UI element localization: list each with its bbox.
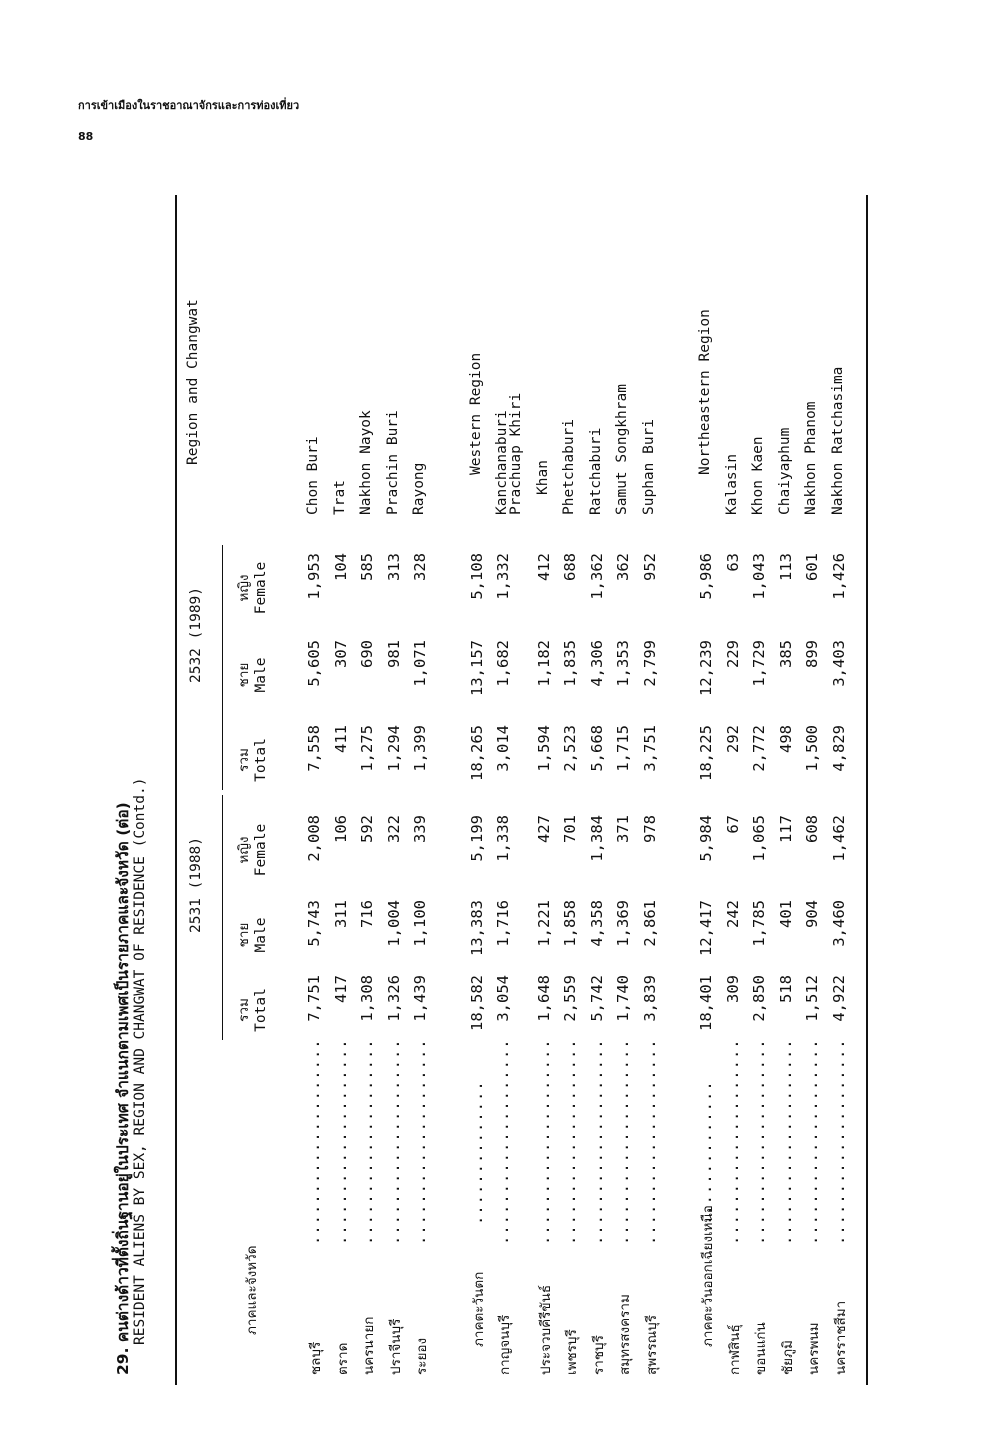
table-cell: 1,308 (358, 975, 376, 1022)
col-head-thai: ชาย (236, 922, 252, 948)
leader-dots: .................... (614, 1038, 632, 1245)
table-cell: 952 (640, 553, 659, 581)
table-cell: 3,751 (640, 725, 659, 772)
table-cell: 12,417 (697, 900, 715, 956)
table-cell: 1,682 (494, 640, 512, 687)
year-rule-1989 (222, 545, 223, 790)
row-label-thai: ภาคตะวันออกเฉียงเหนือ (700, 1205, 716, 1347)
table-cell: 427 (534, 815, 553, 843)
table-cell: 498 (776, 725, 795, 753)
table-cell: 339 (411, 815, 429, 843)
col-head-thai: หญิง (236, 836, 252, 864)
leader-dots: .................... (494, 1038, 512, 1245)
table-cell: 978 (640, 815, 659, 843)
table-cell: 1,338 (494, 815, 512, 862)
leader-dots: .............. (467, 1080, 486, 1225)
row-label-thai: ตราด (334, 1342, 351, 1375)
table-cell: 13,383 (467, 900, 486, 956)
row-label-thai: เพชรบุรี (564, 1329, 580, 1375)
row-label-eng: Nakhon Nayok (358, 410, 374, 515)
table-cell: 3,460 (829, 900, 848, 947)
row-label-thai: ประจวบคีรีขันธ์ (537, 1284, 554, 1375)
leader-dots: .................... (723, 1038, 742, 1245)
table-cell: 585 (358, 553, 376, 581)
table-cell: 690 (358, 640, 376, 668)
table-cell: 4,922 (829, 975, 848, 1022)
table-cell: 3,054 (494, 975, 512, 1022)
bottom-rule (866, 195, 868, 1385)
running-head: การเข้าเมืองในราชอาณาจักรและการท่องเที่ยว (78, 99, 300, 112)
table-cell: 1,353 (614, 640, 632, 687)
table-cell: 307 (331, 640, 350, 668)
table-cell: 1,512 (803, 975, 821, 1022)
table-cell: 5,986 (697, 553, 715, 600)
table-cell: 1,785 (750, 900, 768, 947)
table-cell: 1,835 (561, 640, 579, 687)
table-cell: 1,369 (614, 900, 632, 947)
table-cell: 113 (776, 553, 795, 581)
row-label-thai: นครราชสีมา (832, 1300, 849, 1375)
col-head-thai: ชาย (236, 662, 252, 688)
leader-dots: .................... (803, 1038, 821, 1245)
row-label-eng: Northeastern Region (697, 309, 713, 475)
table-cell: 7,558 (305, 725, 323, 772)
col-head-eng: Total (253, 738, 269, 782)
table-cell: 1,858 (561, 900, 579, 947)
table-cell: 701 (561, 815, 579, 843)
table-cell: 904 (803, 900, 821, 928)
row-label-thai: กาญจนบุรี (497, 1314, 513, 1375)
table-title-thai-text: คนต่างด้าวที่ตั้งถิ่นฐานอยู่ในประเทศ จำแนกตามเพศเป็นรายภาคและจังหวัด (ต่อ) (114, 802, 132, 1343)
table-cell: 688 (561, 553, 579, 581)
table-cell: 1,043 (750, 553, 768, 600)
col-head-eng: Male (253, 657, 269, 693)
row-label-eng: Nakhon Ratchasima (829, 366, 846, 515)
table-cell: 5,742 (587, 975, 606, 1022)
col-head-eng: Male (253, 917, 269, 953)
stub-head-eng: Region and Changwat (185, 299, 201, 465)
table-cell: 1,953 (305, 553, 323, 600)
table-cell: 7,751 (305, 975, 323, 1022)
table-cell: 2,772 (750, 725, 768, 772)
table-cell: 1,729 (750, 640, 768, 687)
rotated-table (110, 195, 870, 1375)
table-cell: 292 (723, 725, 742, 753)
row-label-thai: ขอนแก่น (753, 1322, 769, 1375)
col-head-thai: หญิง (236, 574, 252, 602)
table-cell: 18,225 (697, 725, 715, 781)
table-cell: 322 (384, 815, 403, 843)
table-cell: 417 (331, 975, 350, 1003)
table-cell: 328 (411, 553, 429, 581)
row-label-thai: ชัยภูมิ (779, 1340, 796, 1375)
row-label-thai: นครพนม (806, 1322, 822, 1375)
table-cell: 2,523 (561, 725, 579, 772)
table-cell: 309 (723, 975, 742, 1003)
table-cell: 1,500 (803, 725, 821, 772)
table-cell: 18,582 (467, 975, 486, 1031)
table-cell: 592 (358, 815, 376, 843)
table-cell: 1,740 (614, 975, 632, 1022)
col-head-eng: Female (253, 561, 269, 615)
table-cell: 1,294 (384, 725, 403, 772)
row-label-eng: Chon Buri (305, 436, 321, 515)
leader-dots: .................... (384, 1038, 403, 1245)
table-cell: 117 (776, 815, 795, 843)
row-label-eng: Western Region (467, 352, 484, 475)
col-head-thai: รวม (236, 998, 252, 1022)
stub-head-thai: ภาคและจังหวัด (244, 1245, 260, 1335)
table-cell: 1,426 (829, 553, 848, 600)
row-label-eng: Prachuap Khiri (508, 392, 524, 515)
table-cell: 1,100 (411, 900, 429, 947)
leader-dots: .................... (534, 1038, 553, 1245)
table-cell: 2,559 (561, 975, 579, 1022)
row-label-thai: ระยอง (414, 1337, 430, 1375)
table-title-eng: RESIDENT ALIENS BY SEX, REGION AND CHANGWAT OF RESIDENCE (Contd.) (132, 777, 148, 1345)
table-cell: 106 (331, 815, 350, 843)
row-label-eng: Suphan Buri (640, 418, 657, 515)
table-number: 29. (114, 1347, 132, 1375)
table-cell: 371 (614, 815, 632, 843)
table-cell: 2,799 (640, 640, 659, 687)
row-label-thai: นครนายก (361, 1316, 377, 1375)
table-cell: 3,403 (829, 640, 848, 687)
table-cell: 1,275 (358, 725, 376, 772)
row-label-thai: ปราจีนบุรี (387, 1318, 404, 1375)
year-heading-1988: 2531 (1988) (188, 836, 204, 934)
table-cell: 5,108 (467, 553, 486, 600)
table-cell: 313 (384, 553, 403, 581)
table-cell: 1,648 (534, 975, 553, 1022)
row-label-eng: Ratchaburi (587, 427, 604, 515)
row-label-thai: ภาคตะวันตก (470, 1271, 487, 1347)
table-cell: 18,401 (697, 975, 715, 1031)
row-label-eng: Nakhon Phanom (803, 401, 819, 515)
leader-dots: .............. (697, 1080, 715, 1225)
row-label-thai: สุพรรณบุรี (643, 1315, 660, 1375)
leader-dots: .................... (750, 1038, 768, 1245)
year-rule-1988 (222, 795, 223, 1040)
table-cell: 5,199 (467, 815, 486, 862)
page-number: 88 (78, 130, 94, 143)
table-cell: 1,439 (411, 975, 429, 1022)
table-cell: 385 (776, 640, 795, 668)
table-cell: 67 (723, 815, 742, 834)
table-cell: 311 (331, 900, 350, 928)
row-label-eng: Kanchanaburi (494, 410, 510, 515)
table-cell: 1,384 (587, 815, 606, 862)
row-label-eng: Prachin Buri (384, 410, 401, 515)
table-cell: 1,462 (829, 815, 848, 862)
col-head-eng: Female (253, 823, 269, 877)
row-label-thai: กาฬสินธุ์ (726, 1324, 743, 1375)
table-cell: 242 (723, 900, 742, 928)
table-cell: 1,221 (534, 900, 553, 947)
row-label-eng: Phetchaburi (561, 418, 577, 515)
row-label-eng: Chaiyaphum (776, 427, 793, 515)
leader-dots: .................... (305, 1038, 323, 1245)
table-cell: 18,265 (467, 725, 486, 781)
row-label-eng: Khan (534, 460, 551, 495)
row-label-thai: ราชบุรี (590, 1335, 607, 1375)
table-cell: 5,605 (305, 640, 323, 687)
table-cell: 411 (331, 725, 350, 753)
top-rule (175, 195, 177, 1385)
table-cell: 4,358 (587, 900, 606, 947)
table-cell: 63 (723, 553, 742, 572)
table-cell: 608 (803, 815, 821, 843)
row-label-thai: สมุทรสงคราม (617, 1294, 633, 1375)
table-cell: 1,332 (494, 553, 512, 600)
col-head-eng: Total (253, 988, 269, 1032)
table-cell: 4,306 (587, 640, 606, 687)
table-cell: 104 (331, 553, 350, 581)
table-cell: 229 (723, 640, 742, 668)
leader-dots: .................... (640, 1038, 659, 1245)
table-cell: 1,594 (534, 725, 553, 772)
table-cell: 1,071 (411, 640, 429, 687)
row-label-eng: Khon Kaen (750, 436, 766, 515)
table-cell: 1,715 (614, 725, 632, 772)
leader-dots: .................... (358, 1038, 376, 1245)
table-cell: 1,716 (494, 900, 512, 947)
row-label-thai: ชลบุรี (308, 1341, 324, 1375)
table-cell: 2,850 (750, 975, 768, 1022)
table-cell: 12,239 (697, 640, 715, 696)
table-cell: 1,362 (587, 553, 606, 600)
table-cell: 518 (776, 975, 795, 1003)
row-label-eng: Trat (331, 480, 348, 515)
table-cell: 5,743 (305, 900, 323, 947)
table-cell: 1,004 (384, 900, 403, 947)
table-cell: 1,182 (534, 640, 553, 687)
table-cell: 5,668 (587, 725, 606, 772)
table-cell: 5,984 (697, 815, 715, 862)
table-cell: 899 (803, 640, 821, 668)
table-cell: 1,065 (750, 815, 768, 862)
table-cell: 2,861 (640, 900, 659, 947)
col-head-thai: รวม (236, 748, 252, 772)
row-label-eng: Kalasin (723, 453, 740, 515)
table-cell: 3,014 (494, 725, 512, 772)
table-cell: 401 (776, 900, 795, 928)
row-label-eng: Rayong (411, 462, 427, 515)
leader-dots: .................... (331, 1038, 350, 1245)
table-cell: 981 (384, 640, 403, 668)
table-cell: 13,157 (467, 640, 486, 696)
table-cell: 1,326 (384, 975, 403, 1022)
table-cell: 362 (614, 553, 632, 581)
table-cell: 2,008 (305, 815, 323, 862)
leader-dots: .................... (561, 1038, 579, 1245)
leader-dots: .................... (829, 1038, 848, 1245)
table-cell: 1,399 (411, 725, 429, 772)
table-cell: 412 (534, 553, 553, 581)
leader-dots: .................... (411, 1038, 429, 1245)
table-cell: 4,829 (829, 725, 848, 772)
table-cell: 3,839 (640, 975, 659, 1022)
leader-dots: .................... (776, 1038, 795, 1245)
table-cell: 601 (803, 553, 821, 581)
row-label-eng: Samut Songkhram (614, 384, 630, 515)
table-cell: 716 (358, 900, 376, 928)
year-heading-1989: 2532 (1989) (188, 586, 204, 684)
leader-dots: .................... (587, 1038, 606, 1245)
